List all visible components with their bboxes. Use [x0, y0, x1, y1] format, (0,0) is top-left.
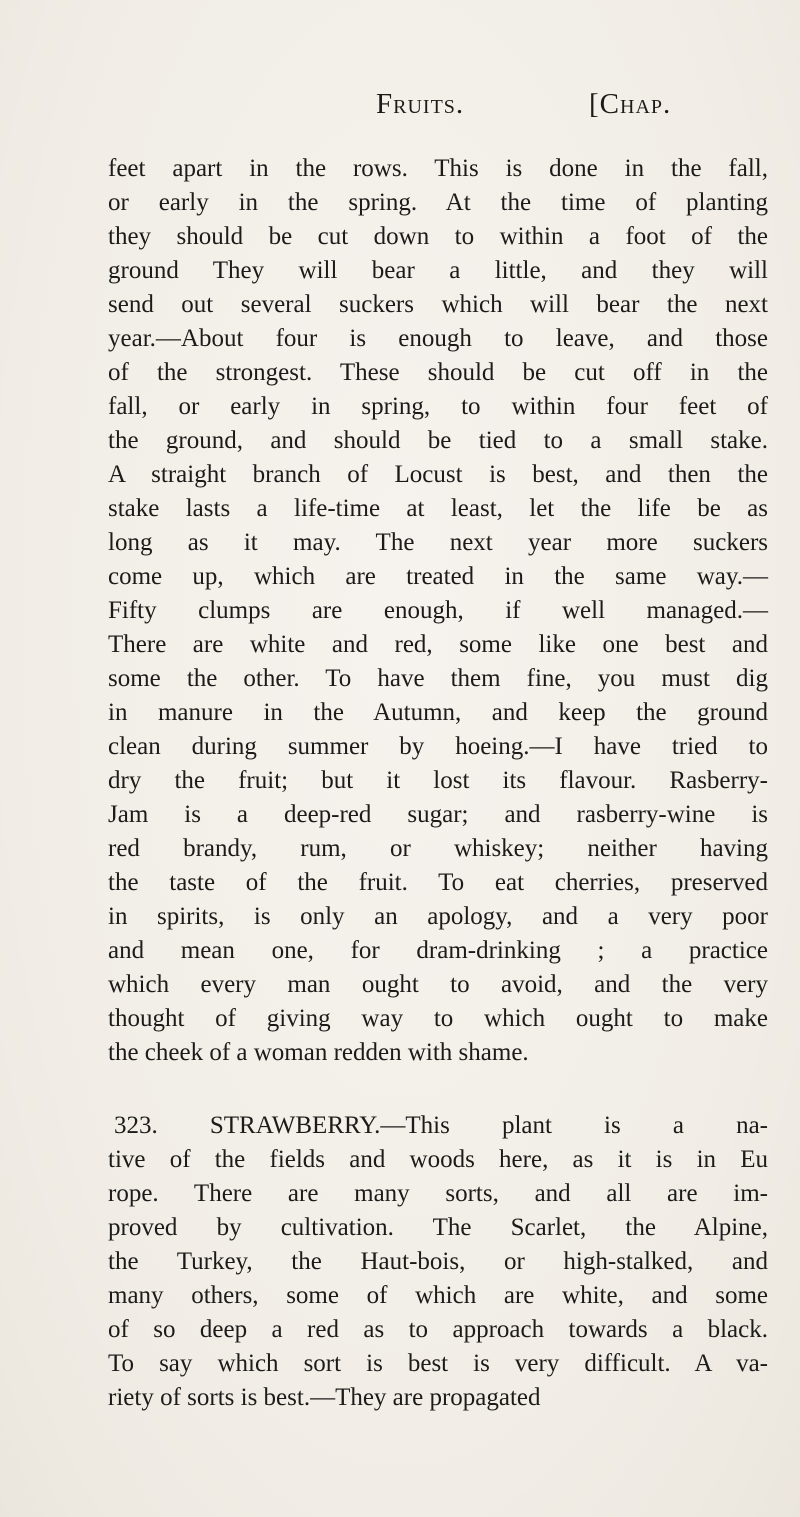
text-line: in spirits, is only an apology, and a very poor — [108, 903, 768, 930]
text-line: of so deep a red as to approach towards a black. — [108, 1316, 768, 1343]
text-line: they should be cut down to within a foot of the — [108, 223, 768, 250]
text-line: the Turkey, the Haut-bois, or high-stalked, and — [108, 1248, 768, 1275]
text-line: Fifty clumps are enough, if well managed.— — [108, 597, 768, 624]
chapter-label: [Chap. — [589, 88, 672, 120]
text-line: 323. STRAWBERRY.—This plant is a na- — [114, 1112, 768, 1139]
text-line: stake lasts a life-time at least, let the life be as — [108, 495, 768, 522]
text-line: feet apart in the rows. This is done in the fall, — [108, 155, 768, 182]
text-line: To say which sort is best is very difficult. A va- — [108, 1350, 768, 1377]
text-line: rope. There are many sorts, and all are im- — [108, 1180, 768, 1207]
page-header — [0, 88, 800, 138]
text-line: There are white and red, some like one best and — [108, 631, 768, 658]
text-line: clean during summer by hoeing.—I have tried to — [108, 733, 768, 760]
text-line: the cheek of a woman redden with shame. — [108, 1039, 529, 1066]
running-title: Fruits. — [376, 88, 465, 120]
text-line: of the strongest. These should be cut off in the — [108, 359, 768, 386]
text-line: the ground, and should be tied to a small stake. — [108, 427, 768, 454]
paragraph — [108, 152, 768, 1070]
text-line: come up, which are treated in the same way.— — [108, 563, 768, 590]
text-line: fall, or early in spring, to within four feet of — [108, 393, 768, 420]
text-line: and mean one, for dram-drinking ; a practice — [108, 937, 768, 964]
text-line: dry the fruit; but it lost its flavour. Rasberry- — [108, 767, 768, 794]
text-line: the taste of the fruit. To eat cherries, preserved — [108, 869, 768, 896]
text-line: Jam is a deep-red sugar; and rasberry-wine is — [108, 801, 768, 828]
text-line: proved by cultivation. The Scarlet, the Alpine, — [108, 1214, 768, 1241]
text-line: tive of the fields and woods here, as it is in Eu — [108, 1146, 768, 1173]
text-line: many others, some of which are white, and some — [108, 1282, 768, 1309]
body-text — [108, 152, 768, 1415]
text-line: long as it may. The next year more suckers — [108, 529, 768, 556]
text-line: ground They will bear a little, and they will — [108, 257, 768, 284]
text-line: year.—About four is enough to leave, and those — [108, 325, 768, 352]
text-line: red brandy, rum, or whiskey; neither having — [108, 835, 768, 862]
text-line: or early in the spring. At the time of planting — [108, 189, 768, 216]
text-line: in manure in the Autumn, and keep the ground — [108, 699, 768, 726]
paragraph — [108, 1109, 768, 1415]
text-line: riety of sorts is best.—They are propagated — [108, 1384, 541, 1411]
text-line: thought of giving way to which ought to make — [108, 1005, 768, 1032]
text-line: some the other. To have them fine, you must dig — [108, 665, 768, 692]
text-line: which every man ought to avoid, and the very — [108, 971, 768, 998]
text-line: A straight branch of Locust is best, and then the — [108, 461, 768, 488]
paragraph-gap — [108, 1070, 768, 1109]
text-line: send out several suckers which will bear the next — [108, 291, 768, 318]
